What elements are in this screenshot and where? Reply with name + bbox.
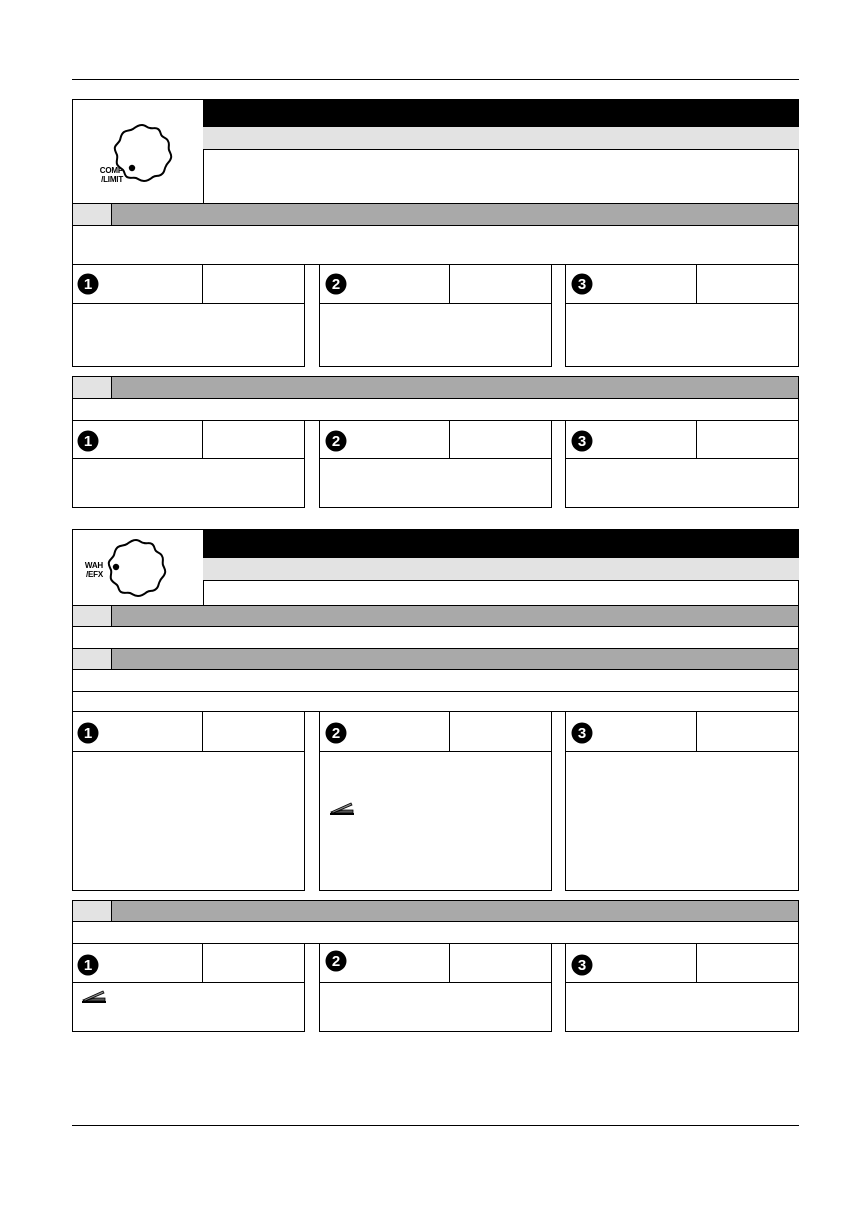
type-description xyxy=(72,225,799,265)
param-header-divider xyxy=(566,751,798,752)
type-tab xyxy=(73,204,112,225)
expression-pedal-icon xyxy=(81,988,107,1004)
number-1-circle-icon xyxy=(77,273,99,295)
svg-text:1: 1 xyxy=(83,957,93,974)
svg-text:1: 1 xyxy=(83,433,93,450)
type-tab xyxy=(73,649,112,669)
param-box-2 xyxy=(319,420,552,508)
number-2-circle-icon xyxy=(325,430,347,452)
param-box-1 xyxy=(72,943,305,1032)
param-header-divider xyxy=(566,303,798,304)
svg-text:2: 2 xyxy=(331,433,341,450)
type-description xyxy=(72,691,799,712)
effect-title-bar xyxy=(203,529,799,557)
param-header-divider xyxy=(320,982,551,983)
number-1-circle-icon xyxy=(77,722,99,744)
type-tab xyxy=(73,901,112,921)
knob-label: WAH /EFX xyxy=(84,561,103,579)
type-bar xyxy=(72,648,799,670)
type-description xyxy=(72,921,799,944)
param-box-3 xyxy=(565,943,799,1032)
effect-subtitle-bar xyxy=(203,126,799,150)
top-rule xyxy=(72,79,799,80)
svg-text:3: 3 xyxy=(577,433,587,450)
svg-text:1: 1 xyxy=(83,276,93,293)
param-box-2 xyxy=(319,943,552,1032)
param-header-divider xyxy=(73,751,304,752)
param-box-1 xyxy=(72,711,305,891)
param-name-divider xyxy=(449,712,450,751)
number-3-circle-icon xyxy=(571,430,593,452)
svg-text:3: 3 xyxy=(577,276,587,293)
param-name-divider xyxy=(202,712,203,751)
param-name-divider xyxy=(449,265,450,303)
type-bar xyxy=(72,605,799,627)
param-box-1 xyxy=(72,264,305,367)
param-box-3 xyxy=(565,420,799,508)
svg-text:2: 2 xyxy=(331,953,341,970)
param-name-divider xyxy=(202,944,203,982)
param-header-divider xyxy=(73,458,304,459)
param-box-2 xyxy=(319,711,552,891)
knob-icon xyxy=(111,122,173,184)
number-3-circle-icon xyxy=(571,954,593,976)
param-name-divider xyxy=(696,421,697,458)
type-bar xyxy=(72,203,799,226)
svg-text:2: 2 xyxy=(331,276,341,293)
expression-pedal-icon xyxy=(329,800,355,816)
effect-subtitle-bar xyxy=(203,557,799,581)
param-header-divider xyxy=(73,303,304,304)
svg-text:2: 2 xyxy=(331,725,341,742)
param-name-divider xyxy=(696,944,697,982)
type-description xyxy=(72,626,799,649)
wah-efx-header xyxy=(72,529,799,606)
number-2-circle-icon xyxy=(325,722,347,744)
param-header-divider xyxy=(320,303,551,304)
param-name-divider xyxy=(202,265,203,303)
param-header-divider xyxy=(566,458,798,459)
param-box-3 xyxy=(565,264,799,367)
param-header-divider xyxy=(320,751,551,752)
type-bar xyxy=(72,376,799,399)
param-header-divider xyxy=(566,982,798,983)
type-description xyxy=(72,669,799,692)
param-name-divider xyxy=(696,265,697,303)
svg-text:3: 3 xyxy=(577,725,587,742)
number-3-circle-icon xyxy=(571,273,593,295)
type-tab xyxy=(73,606,112,626)
param-name-divider xyxy=(696,712,697,751)
number-1-circle-icon xyxy=(77,954,99,976)
knob-icon xyxy=(105,537,167,599)
param-name-divider xyxy=(449,421,450,458)
number-1-circle-icon xyxy=(77,430,99,452)
comp-limit-header xyxy=(72,99,799,204)
param-box-1 xyxy=(72,420,305,508)
type-tab xyxy=(73,377,112,398)
number-3-circle-icon xyxy=(571,722,593,744)
param-name-divider xyxy=(449,944,450,982)
param-box-3 xyxy=(565,711,799,891)
param-box-2 xyxy=(319,264,552,367)
number-2-circle-icon xyxy=(325,950,347,972)
bottom-rule xyxy=(72,1125,799,1126)
svg-text:1: 1 xyxy=(83,725,93,742)
knob-label: COMP /LIMIT xyxy=(99,166,123,184)
type-bar xyxy=(72,900,799,922)
type-description xyxy=(72,398,799,421)
param-header-divider xyxy=(73,982,304,983)
effect-title-bar xyxy=(203,99,799,126)
svg-text:3: 3 xyxy=(577,957,587,974)
param-header-divider xyxy=(320,458,551,459)
number-2-circle-icon xyxy=(325,273,347,295)
param-name-divider xyxy=(202,421,203,458)
